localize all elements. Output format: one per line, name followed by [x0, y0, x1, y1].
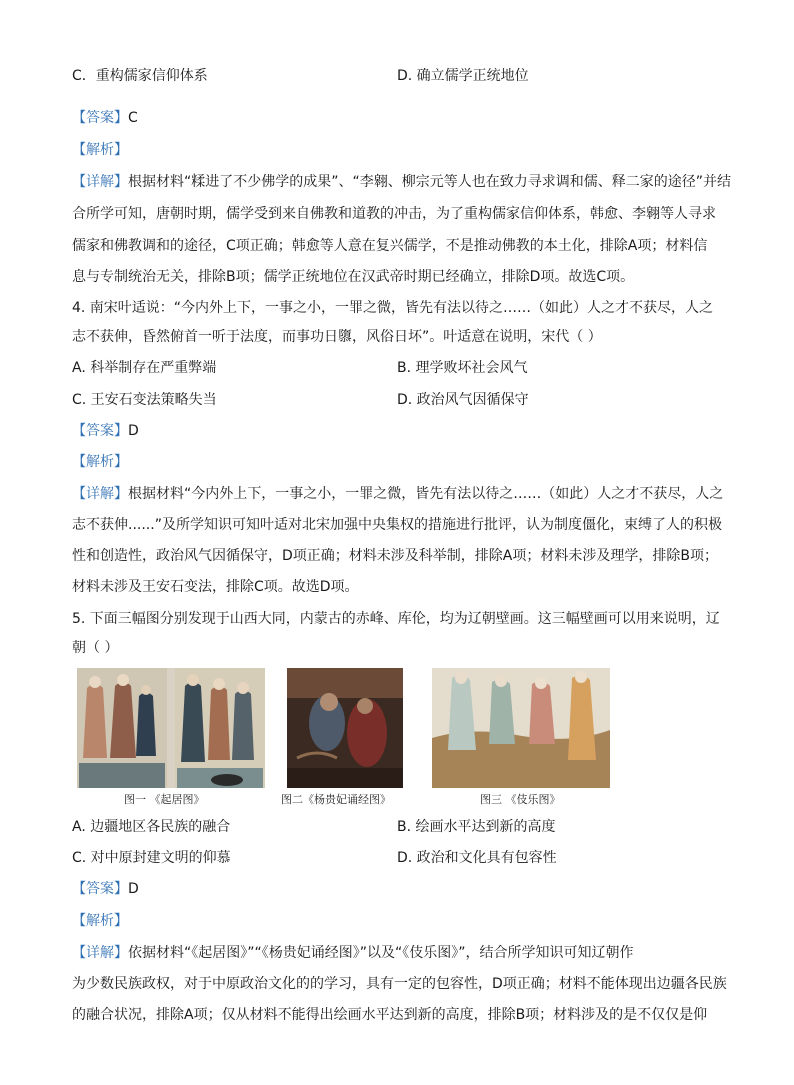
q5-option-d: D. 政治和文化具有包容性 [397, 850, 557, 866]
detail-tag: 【详解】 [72, 174, 128, 190]
answer-value: C [128, 110, 138, 126]
q5-detail-line-1: 【详解】依据材料“《起居图》”“《杨贵妃诵经图》”以及“《伎乐图》”，结合所学知识可知辽朝作 [72, 945, 634, 961]
q3-option-d: D. 确立儒学正统地位 [397, 68, 529, 84]
q5-option-c: C. 对中原封建文明的仰慕 [72, 850, 231, 866]
answer-tag: 【答案】 [72, 110, 128, 126]
answer-value: D [128, 881, 139, 897]
answer-tag: 【答案】 [72, 423, 128, 439]
q5-answer [72, 879, 732, 899]
q3-detail-line-3: 儒家和佛教调和的途径，C项正确；韩愈等人意在复兴儒学，不是推动佛教的本土化，排除A项；材料信 [72, 238, 708, 254]
q5-detail-line-3: 的融合状况，排除A项；仅从材料不能得出绘画水平达到新的高度，排除B项；材料涉及的是不仅仅是仰 [72, 1007, 708, 1023]
q4-detail-line-1: 【详解】根据材料“今内外上下，一事之小，一罪之微，皆先有法以待之……（如此）人之才不获尽，人之 [72, 486, 724, 502]
q3-analysis-tag: 【解析】 [72, 142, 128, 158]
q3-detail-line-4: 息与专制统治无关，排除B项；儒学正统地位在汉武帝时期已经确立，排除D项。故选C项。 [72, 269, 635, 285]
q5-detail-line-2: 为少数民族政权，对于中原政治文化的的学习，具有一定的包容性，D项正确；材料不能体现出边疆各民族 [72, 976, 727, 992]
answer-tag: 【答案】 [72, 881, 128, 897]
q5-option-b: B. 绘画水平达到新的高度 [397, 819, 556, 835]
figure-1-mural-image [77, 668, 265, 788]
q4-stem-line-1: 4. 南宋叶适说：“今内外上下，一事之小，一罪之微，皆先有法以待之……（如此）人之才不获尽，人之 [72, 300, 714, 316]
figure-3-mural-image [432, 668, 610, 788]
q3-option-c: C．重构儒家信仰体系 [72, 68, 208, 84]
figure-2-mural-image [287, 668, 403, 788]
q4-option-d: D. 政治风气因循保守 [397, 392, 529, 408]
q3-detail-line-2: 合所学可知，唐朝时期，儒学受到来自佛教和道教的冲击，为了重构儒家信仰体系，韩愈、李翱等人寻求 [72, 206, 716, 222]
q4-detail-line-4: 材料未涉及王安石变法，排除C项。故选D项。 [72, 579, 359, 595]
q5-stem-line-1: 5. 下面三幅图分别发现于山西大同，内蒙古的赤峰、库伦，均为辽朝壁画。这三幅壁画可以用来说明，辽 [72, 611, 720, 627]
q4-option-c: C. 王安石变法策略失当 [72, 392, 217, 408]
q4-stem-line-2: 志不获伸，昏然俯首一听于法度，而事功日隳，风俗日坏”。叶适意在说明，宋代（ ） [72, 329, 602, 345]
detail-tag: 【详解】 [72, 945, 128, 961]
q5-stem-line-2: 朝（ ） [72, 640, 119, 656]
q4-analysis-tag: 【解析】 [72, 454, 128, 470]
q4-option-b: B. 理学败坏社会风气 [397, 360, 528, 376]
q5-option-a: A. 边疆地区各民族的融合 [72, 819, 231, 835]
answer-value: D [128, 423, 139, 439]
q3-detail-line-1: 【详解】根据材料“糅进了不少佛学的成果”、“李翱、柳宗元等人也在致力寻求调和儒、释二家的途径”并结 [72, 174, 732, 190]
q4-answer [72, 421, 732, 441]
q5-analysis-tag: 【解析】 [72, 913, 128, 929]
figure-3-caption: 图三 《伎乐图》 [480, 793, 561, 806]
q4-option-a: A. 科举制存在严重弊端 [72, 360, 217, 376]
figure-2-caption: 图二《杨贵妃诵经图》 [281, 793, 391, 806]
q4-detail-line-3: 性和创造性，政治风气因循保守，D项正确；材料未涉及科举制，排除A项；材料未涉及理学，排除B项； [72, 548, 718, 564]
detail-tag: 【详解】 [72, 486, 128, 502]
q4-detail-line-2: 志不获伸......”及所学知识可知叶适对北宋加强中央集权的措施进行批评，认为制度僵化，束缚了人的积极 [72, 517, 722, 533]
q3-answer [72, 108, 732, 128]
figure-1-caption: 图一 《起居图》 [124, 793, 205, 806]
